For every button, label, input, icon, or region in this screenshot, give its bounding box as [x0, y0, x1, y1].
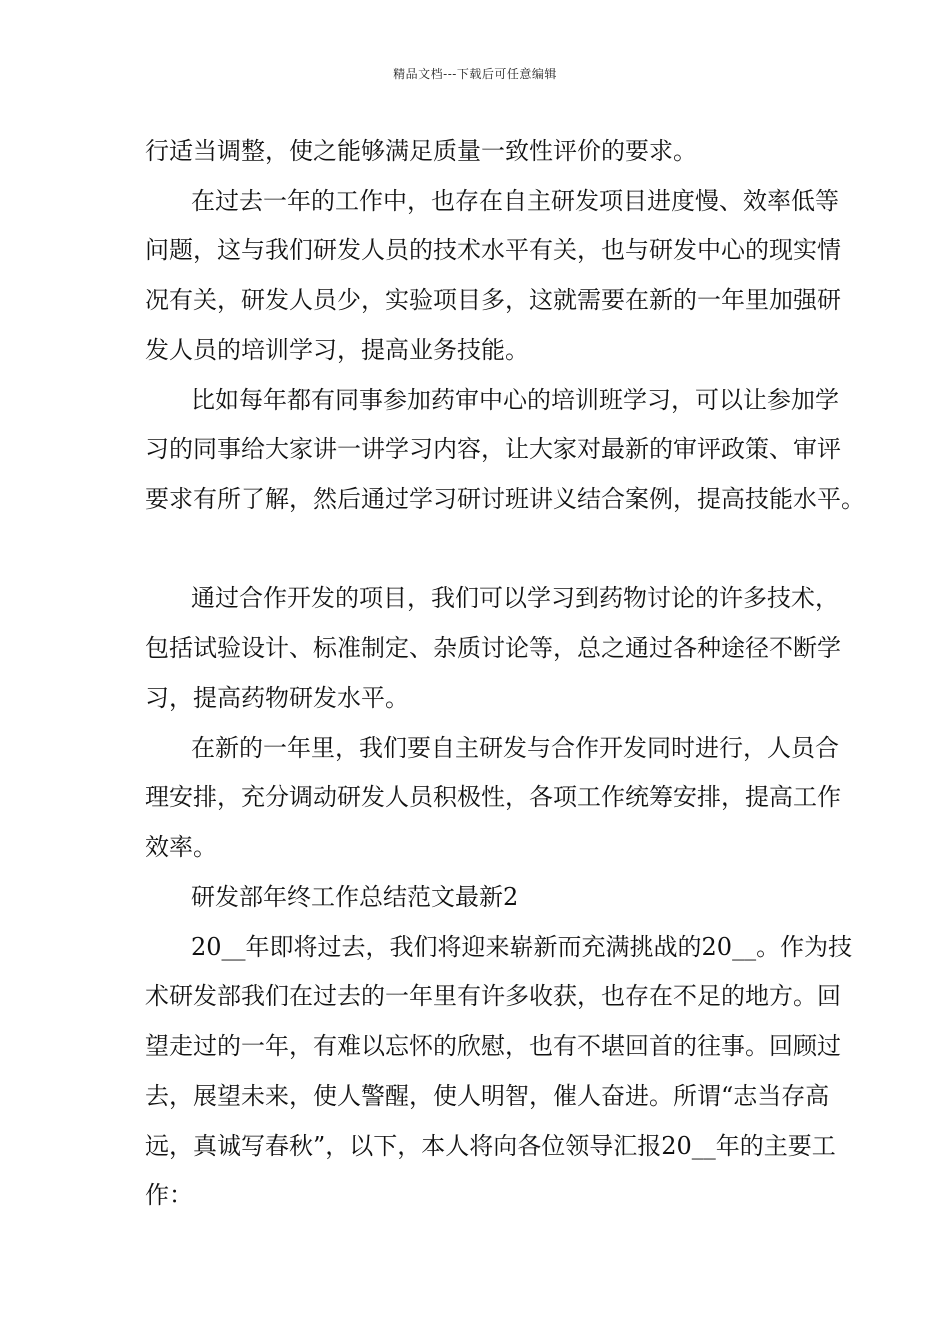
- paragraph-line: 行适当调整，使之能够满足质量一致性评价的要求。: [145, 137, 697, 165]
- paragraph-line: 20__年即将过去，我们将迎来崭新而充满挑战的20__。作为技: [191, 933, 853, 961]
- paragraph-line: 发人员的培训学习，提高业务技能。: [145, 336, 529, 364]
- paragraph-line: 远，真诚写春秋”，以下，本人将向各位领导汇报20__年的主要工: [145, 1132, 836, 1160]
- paragraph-line: 望走过的一年，有难以忘怀的欣慰，也有不堪回首的往事。回顾过: [145, 1032, 841, 1060]
- paragraph-line: 比如每年都有同事参加药审中心的培训班学习，可以让参加学: [191, 386, 839, 414]
- page-header: 精品文档---下载后可任意编辑: [393, 67, 557, 81]
- paragraph-line: 去，展望未来，使人警醒，使人明智，催人奋进。所谓“志当存高: [145, 1082, 830, 1110]
- paragraph-line: 作：: [145, 1181, 193, 1209]
- paragraph-line: 在过去一年的工作中，也存在自主研发项目进度慢、效率低等: [191, 187, 839, 215]
- paragraph-line: 习，提高药物研发水平。: [145, 684, 409, 712]
- paragraph-line: 包括试验设计、标准制定、杂质讨论等，总之通过各种途径不断学: [145, 634, 841, 662]
- paragraph-line: 术研发部我们在过去的一年里有许多收获，也存在不足的地方。回: [145, 982, 841, 1010]
- paragraph-line: 要求有所了解，然后通过学习研讨班讲义结合案例，提高技能水平。: [145, 485, 865, 513]
- paragraph-line: 通过合作开发的项目，我们可以学习到药物讨论的许多技术，: [191, 584, 839, 612]
- paragraph-line: 问题，这与我们研发人员的技术水平有关，也与研发中心的现实情: [145, 236, 841, 264]
- paragraph-line: 理安排，充分调动研发人员积极性，各项工作统筹安排，提高工作: [145, 783, 841, 811]
- section-heading: 研发部年终工作总结范文最新2: [191, 883, 519, 911]
- paragraph-line: 习的同事给大家讲一讲学习内容，让大家对最新的审评政策、审评: [145, 435, 841, 463]
- paragraph-line: 在新的一年里，我们要自主研发与合作开发同时进行，人员合: [191, 734, 839, 762]
- paragraph-line: 况有关，研发人员少，实验项目多，这就需要在新的一年里加强研: [145, 286, 841, 314]
- paragraph-line: 效率。: [145, 833, 217, 861]
